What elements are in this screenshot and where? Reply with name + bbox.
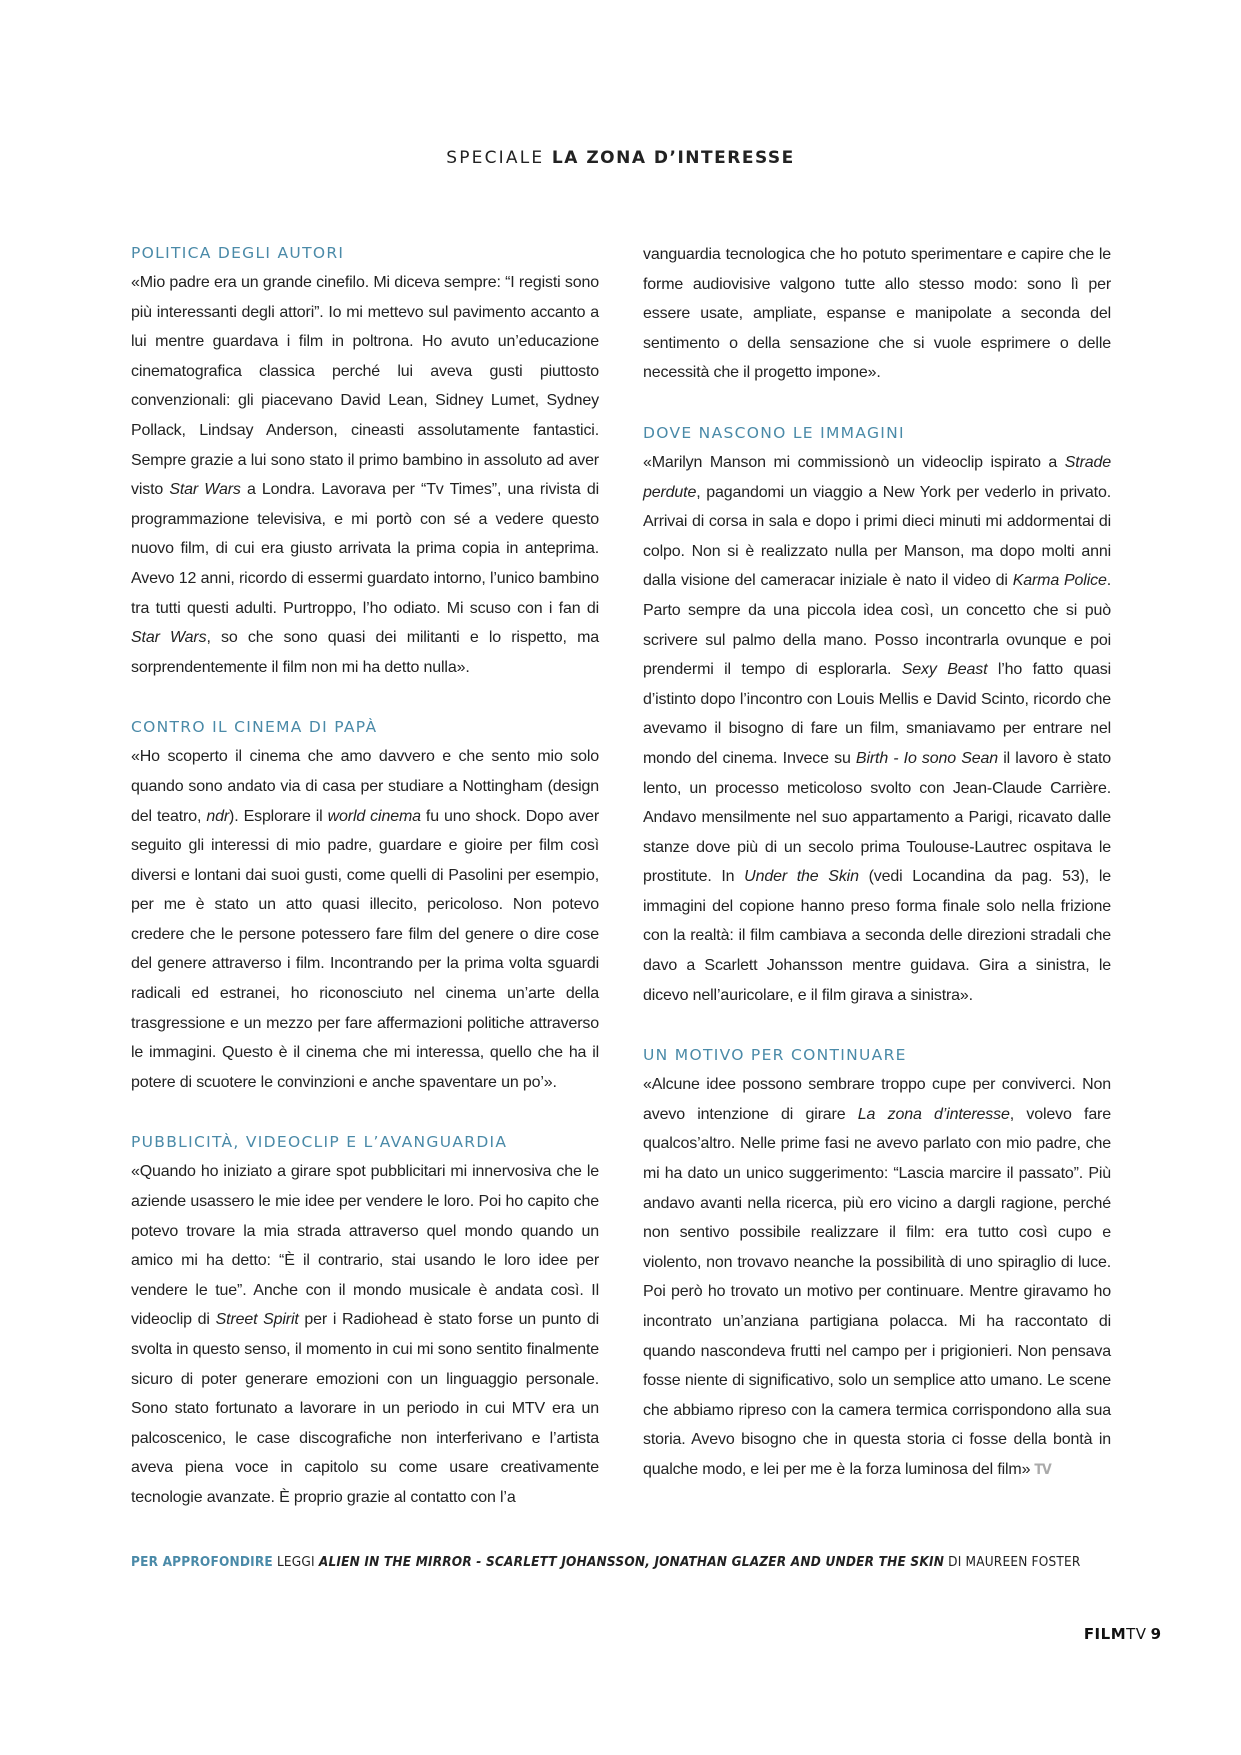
page-number: 9 bbox=[1150, 1625, 1161, 1643]
italic-title: Strade perdute bbox=[643, 453, 1111, 501]
italic-title: La zona d’interesse bbox=[857, 1105, 1010, 1123]
text-run: «Alcune idee possono sembrare troppo cupe per conviverci. Non avevo intenzione di girare bbox=[643, 1076, 1111, 1123]
text-run: «Mio padre era un grande cinefilo. Mi diceva sempre: “I registi sono più interessanti degli attori”. Io mi mettevo sul pavimento accanto a lui mentre guardava i film in poltrona. Ho avuto un’educazione cinematografica classica perché lui aveva gusti piuttosto convenzionali: gli piacevano David Lean, Sidney Lumet, Sydney Pollack, Lindsay Anderson, cineasti assolutamente fantastici. Sempre grazie a lui sono stato il primo bambino in assoluto ad aver visto bbox=[131, 274, 599, 499]
page-header bbox=[0, 148, 1241, 168]
tv-end-mark-icon: TV bbox=[1034, 1461, 1051, 1478]
italic-title: Karma Police bbox=[1012, 572, 1107, 590]
section-title: DOVE NASCONO LE IMMAGINI bbox=[643, 423, 905, 442]
further-reading bbox=[131, 1554, 1111, 1570]
italic-title: Star Wars bbox=[131, 629, 207, 647]
section-title: PUBBLICITÀ, VIDEOCLIP E L’AVANGUARDIA bbox=[131, 1133, 508, 1152]
section-body bbox=[131, 1157, 599, 1512]
text-run: «Quando ho iniziato a girare spot pubblicitari mi innervosiva che le aziende usassero le mie idee per vendere le loro. Poi ho capito che potevo trovare la mia strada attraverso quel mondo quando un amico mi ha detto: “È il contrario, stai usando le loro idee per vendere le tue”. Anche con il mondo musicale è andata così. Il videoclip di bbox=[131, 1163, 599, 1329]
header-label: SPECIALE bbox=[446, 148, 545, 168]
italic-title: Birth - Io sono Sean bbox=[855, 749, 998, 767]
footer-brand: FILM bbox=[1083, 1625, 1127, 1643]
further-reading-title: ALIEN IN THE MIRROR - SCARLETT JOHANSSON, JONATHAN GLAZER AND UNDER THE SKIN bbox=[318, 1554, 945, 1570]
italic-title: Sexy Beast bbox=[901, 661, 988, 679]
text-run: , volevo fare qualcos’altro. Nelle prime fasi ne avevo parlato con mio padre, che mi ha dato un unico suggerimento: “Lascia marcire il passato”. Più andavo avanti nella ricerca, più ero vicino a dargli ragione, perché non sentivo possibile realizzare il film: era tutto così cupo e violento, non trovavo neanche la possibilità di uno spiraglio di luce. Poi però ho trovato un motivo per continuare. Mentre giravamo ho incontrato un’anziana partigiana polacca. Mi ha raccontato di quando nascondeva frutti nel campo per i prigionieri. Non pensava fosse niente di significativo, solo un semplice atto umano. Le scene che abbiamo ripreso con la camera termica corrispondono alla sua storia. Avevo bisogno che in questa storia ci fosse della bontà in qualche modo, e lei per me è la forza luminosa del film» bbox=[643, 1105, 1111, 1478]
italic-text: world cinema bbox=[327, 807, 421, 825]
text-run: , so che sono quasi dei militanti e lo rispetto, ma sorprendentemente il film non mi ha detto nulla». bbox=[131, 629, 599, 676]
text-run: l’ho fatto quasi d’istinto dopo l’incontro con Louis Mellis e David Scinto, ricordo che avevamo il bisogno di fare un film, smaniavamo per entrare nel mondo del cinema. Invece su bbox=[643, 661, 1111, 767]
text-run: ). Esplorare il bbox=[229, 807, 328, 825]
right-column bbox=[643, 240, 1111, 1520]
section-title: UN MOTIVO PER CONTINUARE bbox=[643, 1046, 907, 1065]
text-run: , pagandomi un viaggio a New York per vederlo in privato. Arrivai di corsa in sala e dopo i primi dieci minuti mi addormentai di colpo. Non si è realizzato nulla per Manson, ma dopo molti anni dalla visione del cameracar iniziale è nato il video di bbox=[643, 483, 1111, 590]
section-body bbox=[643, 448, 1111, 1010]
footer-brand-suffix: TV bbox=[1126, 1625, 1147, 1643]
left-column bbox=[131, 242, 599, 1547]
further-reading-author: DI MAUREEN FOSTER bbox=[948, 1554, 1081, 1570]
italic-title: Star Wars bbox=[169, 481, 241, 499]
section-title: POLITICA DEGLI AUTORI bbox=[131, 244, 345, 262]
text-run: «Ho scoperto il cinema che amo davvero e che sento mio solo quando sono andato via di casa per studiare a Nottingham (design del teatro, bbox=[131, 748, 599, 825]
text-run: fu uno shock. Dopo aver seguito gli interessi di mio padre, guardare e gioire per film così diversi e lontani dai suoi gusti, come quelli di Pasolini per esempio, per me è stato un atto quasi illecito, pericoloso. Non potevo credere che le persone potessero fare film del genere o dire cose del genere attraverso i film. Incontrando per la prima volta sguardi radicali ed estranei, ho riconosciuto nel cinema un’arte della trasgressione e un mezzo per fare affermazioni politiche attraverso le immagini. Questo è il cinema che mi interessa, quello che ha il potere di scuotere le convinzioni e anche spaventare un po’». bbox=[131, 807, 599, 1091]
section-body bbox=[643, 1070, 1111, 1485]
text-run: il lavoro è stato lento, un processo meticoloso svolto con Jean-Claude Carrière. Andavo mensilmente nel suo appartamento a Parigi, ricavato dalle stanze dove più di un secolo prima Toulouse-Lautrec ospitava le prostitute. In bbox=[643, 749, 1111, 886]
further-reading-verb: LEGGI bbox=[276, 1554, 315, 1570]
text-run: a Londra. Lavorava per “Tv Times”, una rivista di programmazione televisiva, e mi portò con sé a vedere questo nuovo film, di cui era giusto arrivata la prima copia in anteprima. Avevo 12 anni, ricordo di essermi guardato intorno, l’unico bambino tra tutti questi adulti. Purtroppo, l’ho odiato. Mi scuso con i fan di bbox=[131, 481, 599, 617]
section-body-continued: vanguardia tecnologica che ho potuto sperimentare e capire che le forme audiovisive valgono tutte allo stesso modo: sono lì per essere usate, ampliate, espanse e manipolate a seconda del sentimento o della sensazione che si vuole esprimere o delle necessità che il progetto impone». bbox=[643, 246, 1111, 382]
section-body bbox=[131, 268, 599, 682]
italic-text: ndr bbox=[206, 807, 230, 825]
text-run: «Marilyn Manson mi commissionò un videoclip ispirato a bbox=[643, 453, 1065, 471]
italic-title: Under the Skin bbox=[744, 868, 859, 886]
text-run: per i Radiohead è stato forse un punto di svolta in questo senso, il momento in cui mi sono sentito finalmente sicuro di poter generare emozioni con un linguaggio personale. Sono stato fortunato a lavorare in un periodo in cui MTV era un palcoscenico, le case discografiche non interferivano e l’artista aveva piena voce in capitolo su come usare creativamente tecnologie avanzate. È proprio grazie al contatto con l’a bbox=[131, 1311, 600, 1506]
section-title: CONTRO IL CINEMA DI PAPÀ bbox=[131, 718, 378, 737]
further-reading-lead: PER APPROFONDIRE bbox=[131, 1554, 273, 1570]
page-footer bbox=[1084, 1625, 1161, 1643]
italic-title: Street Spirit bbox=[215, 1311, 299, 1329]
section-body bbox=[131, 742, 599, 1097]
text-run: (vedi Locandina da pag. 53), le immagini del copione hanno preso forma finale solo nella frizione con la realtà: il film cambiava a seconda delle direzioni stradali che davo a Scarlett Johansson mentre guidava. Gira a sinistra, le dicevo nell’auricolare, e il film girava a sinistra». bbox=[643, 868, 1111, 1004]
header-title: LA ZONA D’INTERESSE bbox=[551, 148, 795, 168]
text-run: . Parto sempre da una piccola idea così, un concetto che si può scrivere sul palmo della mano. Posso incontrarla ovunque e poi prendermi il tempo di esplorarla. bbox=[643, 572, 1111, 679]
